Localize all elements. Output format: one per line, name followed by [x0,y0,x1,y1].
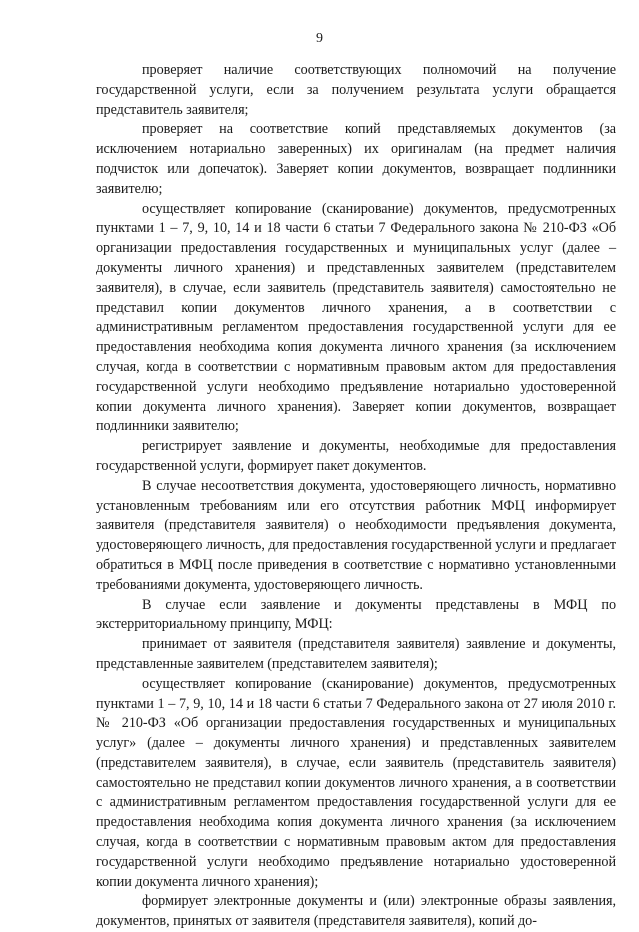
paragraph-identity-mismatch: В случае несоответствия документа, удостоверяющего личность, нормативно установленным требованиям или его отсутствия работник МФЦ информирует заявителя (представителя заявителя) о необходимости предъявления документа, удостоверяющего личность, для предоставления государственной услуги и предлагает обратиться в МФЦ после приведения в соответствие с нормативно установленными требованиями документа, удостоверяющего личность. [96,477,616,593]
paragraph-scan-personal-documents: осуществляет копирование (сканирование) документов, предусмотренных пунктами 1 – 7, 9, 10, 14 и 18 части 6 статьи 7 Федерального закона от 27 июля 2010 г. № 210-ФЗ «Об организации предоставления государственных и муниципальных услуг» (далее – документы личного хранения) и представленных заявителем (представителем заявителя), в случае, если заявитель (представитель заявителя) самостоятельно не представил копии документов личного хранения, а в соответствии с административным регламентом предоставления государственной услуги для ее предоставления необходима копия документа личного хранения (за исключением случая, когда в соответствии с нормативным правовым актом для предоставления государственной услуги необходимо предъявление нотариально удостоверенной копии документа личного хранения); [96,675,616,890]
paragraph-scan-documents: осуществляет копирование (сканирование) документов, предусмотренных пунктами 1 – 7, 9, 10, 14 и 18 части 6 статьи 7 Федерального закона № 210-ФЗ «Об организации предоставления государственных и муниципальных услуг (далее – документы личного хранения) и представленных заявителем (представителем заявителя), в случае, если заявитель (представитель заявителя) самостоятельно не представил копии документов личного хранения, а в соответствии с административным регламентом предоставления государственной услуги для ее предоставления необходима копия документа личного хранения (за исключением случая, когда в соответствии с нормативным правовым актом для предоставления государственной услуги необходимо предъявление нотариально удостоверенной копии документа личного хранения). Заверяет копии документов, возвращает подлинники заявителю; [96,200,616,435]
paragraph-extraterritorial: В случае если заявление и документы представлены в МФЦ по экстерриториальному принципу, МФЦ: [96,596,616,633]
paragraph-verify-copies: проверяет на соответствие копий представляемых документов (за исключением нотариально заверенных) их оригиналам (на предмет наличия подчисток или допечаток). Заверяет копии документов, возвращает подлинники заявителю; [96,121,616,197]
paragraph-check-authority: проверяет наличие соответствующих полномочий на получение государственной услуги, если за получением результата услуги обращается представитель заявителя; [96,62,616,118]
paragraph-accept-documents: принимает от заявителя (представителя заявителя) заявление и документы, представленные заявителем (представителем заявителя); [96,636,616,672]
paragraph-register-application: регистрирует заявление и документы, необходимые для предоставления государственной услуги, формирует пакет документов. [96,438,616,474]
document-body [96,61,616,932]
paragraph-form-electronic-documents: формирует электронные документы и (или) электронные образы заявления, документов, принятых от заявителя (представителя заявителя), копий до- [96,893,616,930]
page-number: 9 [316,31,323,46]
